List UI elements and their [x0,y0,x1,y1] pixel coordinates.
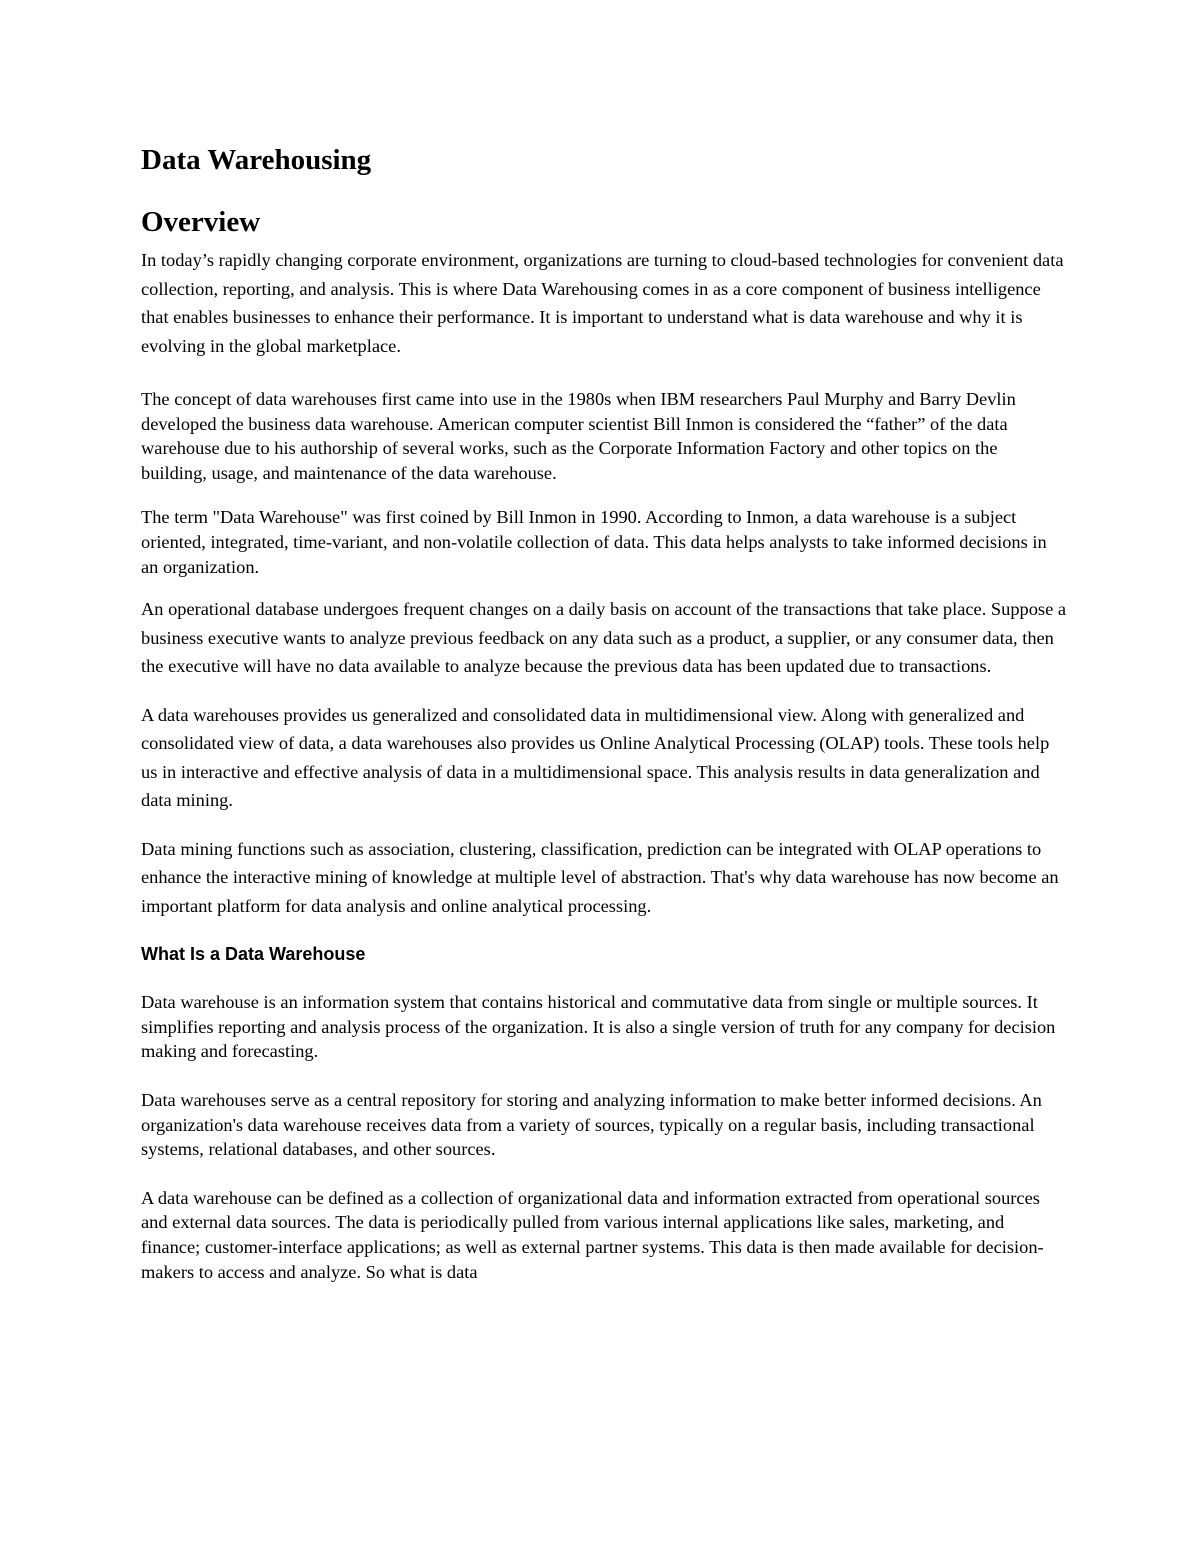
what-is-heading: What Is a Data Warehouse [141,944,366,965]
what-is-paragraph-3: A data warehouse can be defined as a collection of organizational data and information extracted from operational sources and external data sources. The data is periodically pulled from various internal applications like sales, marketing, and finance; customer-interface applications; as well as external partner systems. This data is then made available for decision-makers to access and analyze. So what is data [141,1187,1044,1282]
overview-paragraph-1: In today’s rapidly changing corporate environment, organizations are turning to cloud-based technologies for convenient data collection, reporting, and analysis. This is where Data Warehousing comes in as a core component of business intelligence that enables businesses to enhance their performance. It is important to understand what is data warehouse and why it is evolving in the global marketplace. [141,250,1064,356]
overview-paragraph-3: The term "Data Warehouse" was first coined by Bill Inmon in 1990. According to Inmon, a data warehouse is a subject oriented, integrated, time-variant, and non-volatile collection of data. This data helps analysts to take informed decisions in an organization. [141,507,1047,577]
overview-paragraph-5: A data warehouses provides us generalized and consolidated data in multidimensional view. Along with generalized and consolidated view of data, a data warehouses also provides us Online Analytical Processing (OLAP) tools. These tools help us in interactive and effective analysis of data in a multidimensional space. This analysis results in data generalization and data mining. [141,704,1050,811]
what-is-paragraph-2: Data warehouses serve as a central repository for storing and analyzing information to make better informed decisions. An organization's data warehouse receives data from a variety of sources, typically on a regular basis, including transactional systems, relational databases, and other sources. [141,1089,1042,1160]
document-body [141,140,1066,1284]
overview-paragraph-4: An operational database undergoes frequent changes on a daily basis on account of the transactions that take place. Suppose a business executive wants to analyze previous feedback on any data such as a product, a supplier, or any consumer data, then the executive will have no data available to analyze because the previous data has been updated due to transactions. [141,599,1067,677]
document-title: Data Warehousing [141,144,372,176]
what-is-paragraph-1: Data warehouse is an information system that contains historical and commutative data from single or multiple sources. It simplifies reporting and analysis process of the organization. It is also a single version of truth for any company for decision making and forecasting. [141,992,1056,1062]
overview-heading: Overview [141,206,261,238]
overview-paragraph-6: Data mining functions such as association, clustering, classification, prediction can be integrated with OLAP operations to enhance the interactive mining of knowledge at multiple level of abstraction. That's why data warehouse has now become an important platform for data analysis and online analytical processing. [141,838,1059,916]
overview-paragraph-2: The concept of data warehouses first came into use in the 1980s when IBM researchers Paul Murphy and Barry Devlin developed the business data warehouse. American computer scientist Bill Inmon is considered the “father” of the data warehouse due to his authorship of several works, such as the Corporate Information Factory and other topics on the building, usage, and maintenance of the data warehouse. [141,389,1016,483]
